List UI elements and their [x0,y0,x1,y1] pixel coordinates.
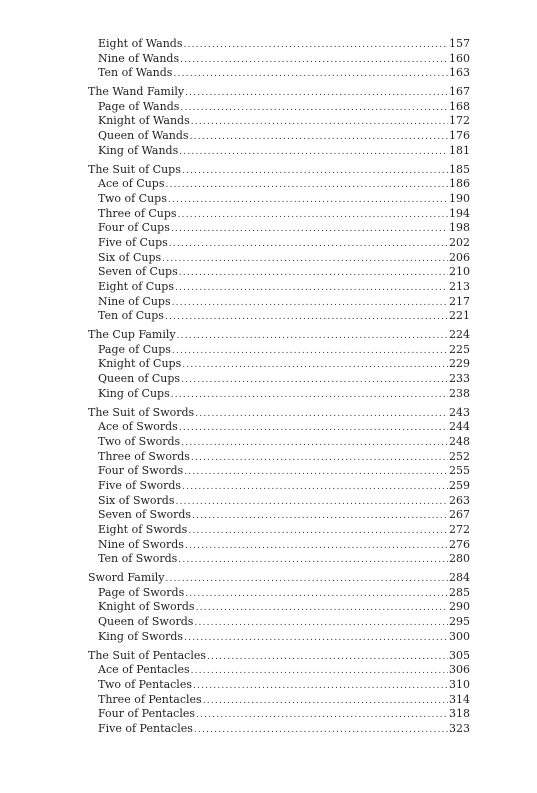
entry-title: Eight of Cups [98,280,174,293]
toc-entry-ace-of-pentacles[interactable] [88,663,470,678]
entry-title: Three of Pentacles [98,692,202,706]
page-number: 224 [449,328,470,342]
page-number: 194 [449,206,470,220]
page-number: 176 [449,129,470,143]
page-number: 206 [449,250,470,264]
dot-leader [165,310,448,325]
toc-entry-three-of-cups[interactable] [88,207,470,222]
dot-leader [192,509,448,524]
page-number: 272 [449,523,470,536]
entry-title: The Wand Family [88,85,185,99]
toc-entry-six-of-swords[interactable] [88,494,470,509]
dot-leader [181,373,448,388]
toc-heading-the-cup-family[interactable] [88,328,470,343]
toc-heading-the-suit-of-pentacles[interactable] [88,649,470,664]
toc-entry-eight-of-wands[interactable] [88,37,470,52]
toc-section [88,37,470,81]
entry-title: Ace of Pentacles [98,663,190,677]
entry-title: Nine of Wands [98,51,180,65]
entry-title: Six of Swords [98,493,175,507]
page-number: 285 [449,585,470,599]
dot-leader [183,38,448,53]
page-number: 185 [449,162,470,176]
table-of-contents [88,37,470,741]
entry-title: King of Cups [98,386,170,400]
toc-entry-page-of-cups[interactable] [88,343,470,358]
dot-leader [178,553,448,568]
dot-leader [203,694,448,709]
toc-entry-king-of-wands[interactable] [88,144,470,159]
dot-leader [171,222,448,237]
page-number: 160 [449,51,470,65]
entry-title: King of Wands [98,143,179,157]
entry-title: The Suit of Cups [88,162,181,176]
page-number: 280 [449,552,470,566]
dot-leader [182,164,448,179]
toc-heading-the-wand-family[interactable] [88,85,470,100]
toc-section [88,328,470,401]
dot-leader [182,358,448,373]
dot-leader [180,101,448,116]
toc-entry-page-of-wands[interactable] [88,100,470,115]
page-number: 202 [449,235,470,249]
entry-title: Page of Swords [98,585,185,599]
toc-entry-nine-of-cups[interactable] [88,295,470,310]
toc-section [88,571,470,644]
toc-entry-knight-of-swords[interactable] [88,600,470,615]
page-number: 168 [449,99,470,113]
toc-entry-knight-of-cups[interactable] [88,357,470,372]
page-number: 190 [449,191,470,205]
page-number: 267 [449,508,470,522]
entry-title: Five of Pentacles [98,721,193,735]
toc-entry-queen-of-wands[interactable] [88,129,470,144]
dot-leader [194,616,448,631]
entry-title: The Cup Family [88,328,176,342]
dot-leader [188,524,448,539]
toc-entry-five-of-pentacles[interactable] [88,722,470,737]
toc-entry-four-of-swords[interactable] [88,464,470,479]
toc-entry-six-of-cups[interactable] [88,251,470,266]
dot-leader [171,388,448,403]
toc-entry-two-of-cups[interactable] [88,192,470,207]
page-number: 217 [449,294,470,308]
dot-leader [178,208,448,223]
toc-heading-the-suit-of-swords[interactable] [88,406,470,421]
toc-entry-king-of-cups[interactable] [88,387,470,402]
dot-leader [191,451,448,466]
dot-leader [191,115,448,130]
dot-leader [166,178,449,193]
entry-title: Nine of Cups [98,294,171,308]
toc-entry-ten-of-wands[interactable] [88,66,470,81]
page-number: 305 [449,648,470,662]
dot-leader [179,145,448,160]
page-number: 186 [449,177,470,191]
toc-entry-two-of-pentacles[interactable] [88,678,470,693]
page-number: 213 [449,280,470,293]
dot-leader [184,465,448,480]
entry-title: Eight of Wands [98,37,183,50]
page-number: 181 [449,143,470,157]
toc-entry-ten-of-cups[interactable] [88,309,470,324]
toc-section [88,406,470,568]
toc-entry-five-of-swords[interactable] [88,479,470,494]
page-number: 198 [449,221,470,235]
dot-leader [182,480,448,495]
page-number: 300 [449,629,470,643]
page-number: 252 [449,449,470,463]
toc-heading-sword-family[interactable] [88,571,470,586]
toc-entry-four-of-pentacles[interactable] [88,707,470,722]
toc-entry-ten-of-swords[interactable] [88,552,470,567]
entry-title: Eight of Swords [98,523,188,536]
dot-leader [185,86,448,101]
page-number: 310 [449,677,470,691]
page-number: 157 [449,37,470,50]
page-number: 295 [449,615,470,629]
page-number: 225 [449,342,470,356]
page-number: 248 [449,434,470,448]
dot-leader [185,539,448,554]
entry-title: Ten of Wands [98,66,173,80]
entry-title: Two of Pentacles [98,677,192,691]
page-number: 323 [449,721,470,735]
page-number: 263 [449,493,470,507]
toc-section [88,163,470,325]
entry-title: Page of Cups [98,342,171,356]
toc-entry-eight-of-swords[interactable] [88,523,470,538]
toc-section [88,85,470,158]
page-number: 284 [449,571,470,585]
dot-leader [179,266,448,281]
toc-entry-two-of-swords[interactable] [88,435,470,450]
dot-leader [184,631,448,646]
dot-leader [195,407,448,422]
toc-section [88,649,470,737]
toc-entry-king-of-swords[interactable] [88,630,470,645]
entry-title: Ace of Swords [98,420,178,434]
page-number: 243 [449,405,470,419]
toc-entry-nine-of-wands[interactable] [88,52,470,67]
entry-title: Seven of Swords [98,508,192,522]
dot-leader [185,587,448,602]
entry-title: Queen of Swords [98,615,194,629]
toc-entry-three-of-pentacles[interactable] [88,693,470,708]
page-number: 233 [449,372,470,386]
entry-title: King of Swords [98,629,184,643]
entry-title: Three of Cups [98,206,177,220]
page-number: 172 [449,114,470,128]
entry-title: Queen of Wands [98,129,189,143]
page-number: 229 [449,357,470,371]
entry-title: Sword Family [88,571,165,585]
page-number: 276 [449,537,470,551]
entry-title: Four of Pentacles [98,707,195,721]
entry-title: Five of Cups [98,235,168,249]
dot-leader [196,708,448,723]
entry-title: Two of Swords [98,434,181,448]
dot-leader [177,329,448,344]
page-number: 167 [449,85,470,99]
dot-leader [179,421,448,436]
entry-title: Page of Wands [98,99,180,113]
page-number: 210 [449,265,470,279]
entry-title: Knight of Cups [98,357,182,371]
toc-entry-knight-of-wands[interactable] [88,114,470,129]
dot-leader [168,193,448,208]
page-number: 238 [449,386,470,400]
page-number: 259 [449,478,470,492]
dot-leader [194,723,448,738]
entry-title: Ace of Cups [98,177,165,191]
entry-title: The Suit of Swords [88,405,195,419]
dot-leader [172,344,448,359]
page-number: 306 [449,663,470,677]
entry-title: Ten of Swords [98,552,178,566]
page-number: 244 [449,420,470,434]
toc-entry-queen-of-swords[interactable] [88,615,470,630]
toc-entry-five-of-cups[interactable] [88,236,470,251]
entry-title: Seven of Cups [98,265,178,279]
dot-leader [181,436,448,451]
toc-entry-queen-of-cups[interactable] [88,372,470,387]
toc-entry-four-of-cups[interactable] [88,221,470,236]
entry-title: Six of Cups [98,250,162,264]
dot-leader [196,601,448,616]
toc-entry-seven-of-swords[interactable] [88,508,470,523]
dot-leader [169,237,448,252]
toc-heading-the-suit-of-cups[interactable] [88,163,470,178]
toc-entry-page-of-swords[interactable] [88,586,470,601]
entry-title: Three of Swords [98,449,190,463]
entry-title: Knight of Swords [98,600,195,614]
page-number: 290 [449,600,470,614]
dot-leader [175,281,448,296]
toc-entry-three-of-swords[interactable] [88,450,470,465]
toc-entry-eight-of-cups[interactable] [88,280,470,295]
dot-leader [172,296,448,311]
page-number: 314 [449,692,470,706]
entry-title: Ten of Cups [98,309,164,323]
dot-leader [162,252,448,267]
dot-leader [191,664,448,679]
page-number: 255 [449,464,470,478]
dot-leader [190,130,448,145]
dot-leader [173,67,448,82]
toc-entry-ace-of-swords[interactable] [88,420,470,435]
entry-title: Knight of Wands [98,114,190,128]
dot-leader [180,53,448,68]
dot-leader [175,495,448,510]
toc-entry-ace-of-cups[interactable] [88,177,470,192]
entry-title: Queen of Cups [98,372,181,386]
dot-leader [166,572,449,587]
toc-entry-seven-of-cups[interactable] [88,265,470,280]
entry-title: Four of Swords [98,464,184,478]
page-number: 163 [449,66,470,80]
entry-title: Four of Cups [98,221,170,235]
dot-leader [193,679,448,694]
entry-title: The Suit of Pentacles [88,648,206,662]
page-number: 318 [449,707,470,721]
dot-leader [207,650,448,665]
toc-entry-nine-of-swords[interactable] [88,538,470,553]
entry-title: Nine of Swords [98,537,184,551]
page-number: 221 [449,309,470,323]
entry-title: Two of Cups [98,191,167,205]
entry-title: Five of Swords [98,478,182,492]
